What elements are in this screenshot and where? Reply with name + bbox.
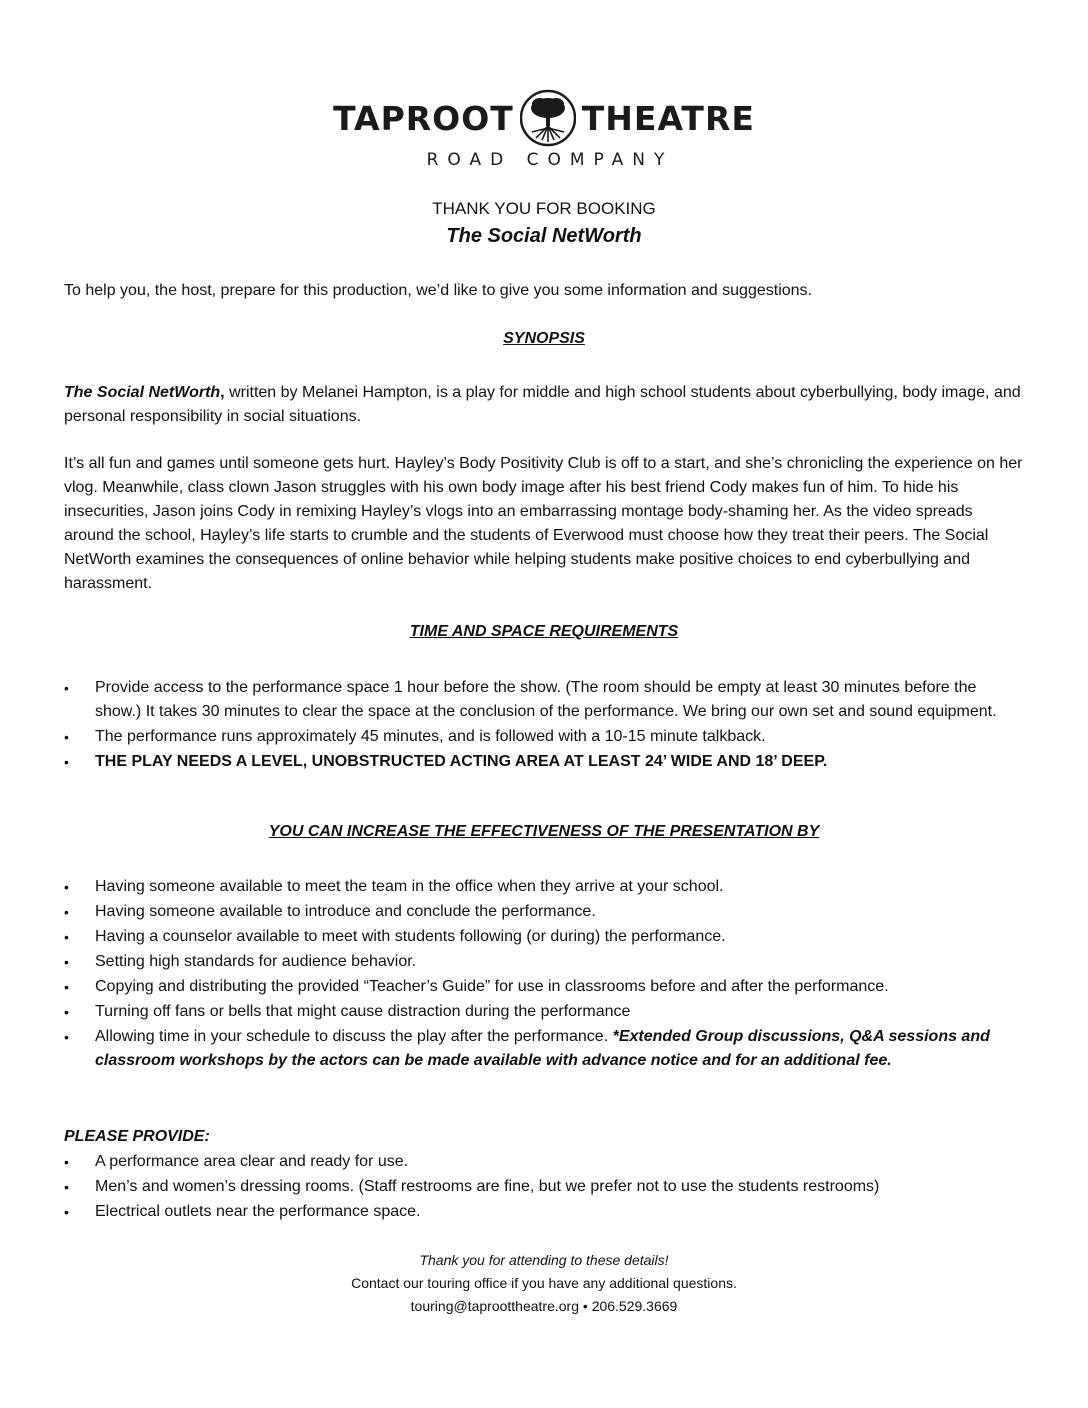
please-provide-heading: PLEASE PROVIDE: <box>64 1128 210 1145</box>
bullet-icon: • <box>64 1004 69 1020</box>
list-item: • Having someone available to meet the team in the office when they arrive at your school. <box>64 875 1014 899</box>
effectiveness-list <box>64 875 1014 1074</box>
extended-note: Extended Group discussions, Q&A sessions and classroom workshops by the actors can be made available with advance notice and for an additional fee. <box>95 1028 990 1069</box>
synopsis-paragraph-2: It’s all fun and games until someone gets hurt. Hayley’s Body Positivity Club is off to a start, and she’s chronicling the experience on her vlog. Meanwhile, class clown Jason struggles with his own body image after his best friend Cody makes fun of him. To hide his insecurities, Jason joins Cody in remixing Hayley’s vlogs into an embarrassing montage body-shaming her. As the video spreads around the school, Hayley’s life starts to crumble and the students of Everwood must choose how they treat their peers. The Social NetWorth examines the consequences of online behavior while helping students make positive choices to end cyberbullying and harassment. <box>64 455 1023 592</box>
list-item: • Electrical outlets near the performance space. <box>64 1200 1014 1224</box>
logo-subtitle: ROAD COMPANY <box>426 150 674 170</box>
bullet-icon: • <box>64 929 69 945</box>
list-item: • Turning off fans or bells that might cause distraction during the performance <box>64 1000 1014 1024</box>
footer-separator: • <box>582 1298 588 1314</box>
bullet-icon: • <box>64 904 69 920</box>
synopsis-comma: , <box>220 384 225 401</box>
synopsis-paragraph-1 <box>64 381 1024 429</box>
bullet-icon: • <box>64 754 69 770</box>
bullet-icon: • <box>64 1204 69 1220</box>
provide-list <box>64 1150 1014 1225</box>
footer-contact-line <box>0 1295 1088 1318</box>
taproot-logo <box>0 88 1088 170</box>
bullet-icon: • <box>64 954 69 970</box>
footer-contact: Contact our touring office if you have any additional questions. <box>351 1275 737 1291</box>
logo-right-word: THEATRE <box>581 98 755 138</box>
list-item: • Having a counselor available to meet with students following (or during) the performance. <box>64 925 1014 949</box>
synopsis-p1-text: written by Melanei Hampton, is a play for middle and high school students about cyberbullying, body image, and personal responsibility in social situations. <box>64 384 1021 425</box>
bullet-icon: • <box>64 729 69 745</box>
email-link[interactable]: touring@taproottheatre.org <box>410 1298 579 1314</box>
bullet-icon: • <box>64 680 69 696</box>
phone-number[interactable]: 206.529.3669 <box>591 1298 678 1314</box>
synopsis-show-title: The Social NetWorth <box>64 384 221 401</box>
list-item: • Provide access to the performance space 1 hour before the show. (The room should be empty at least 30 minutes before the show.) It takes 30 minutes to clear the space at the conclusion of the performance. We bring our own set and sound equipment. <box>64 676 1014 724</box>
footer <box>0 1249 1088 1318</box>
bullet-icon: • <box>64 979 69 995</box>
list-item: • A performance area clear and ready for use. <box>64 1150 1014 1174</box>
list-item: • The performance runs approximately 45 minutes, and is followed with a 10-15 minute talkback. <box>64 725 1014 749</box>
tree-icon <box>520 88 576 148</box>
bullet-icon: • <box>64 1029 69 1045</box>
effectiveness-heading: YOU CAN INCREASE THE EFFECTIVENESS OF THE PRESENTATION BY <box>268 823 820 840</box>
bullet-icon: • <box>64 879 69 895</box>
list-item: • Men’s and women’s dressing rooms. (Staff restrooms are fine, but we prefer not to use the students restrooms) <box>64 1175 1014 1199</box>
list-item: • Copying and distributing the provided “Teacher’s Guide” for use in classrooms before and after the performance. <box>64 975 1014 999</box>
synopsis-heading: SYNOPSIS <box>503 330 585 347</box>
footer-thanks: Thank you for attending to these details! <box>419 1252 669 1268</box>
time-space-list <box>64 676 1014 775</box>
list-item: • THE PLAY NEEDS A LEVEL, UNOBSTRUCTED ACTING AREA AT LEAST 24’ WIDE AND 18’ DEEP. <box>64 750 1014 774</box>
time-space-heading: TIME AND SPACE REQUIREMENTS <box>409 623 679 640</box>
logo-left-word: TAPROOT <box>333 98 514 138</box>
show-title: The Social NetWorth <box>446 225 642 247</box>
intro-paragraph: To help you, the host, prepare for this production, we’d like to give you some information and suggestions. <box>64 282 812 299</box>
list-item: • Having someone available to introduce and conclude the performance. <box>64 900 1014 924</box>
bullet-icon: • <box>64 1154 69 1170</box>
note-star: * <box>612 1028 619 1045</box>
bullet-icon: • <box>64 1179 69 1195</box>
list-item: • Allowing time in your schedule to discuss the play after the performance. *Extended Group discussions, Q&A sessions and classroom workshops by the actors can be made available with advance notice and for an additional fee. <box>64 1025 1014 1073</box>
thank-you-heading: THANK YOU FOR BOOKING <box>432 199 656 218</box>
list-item: • Setting high standards for audience behavior. <box>64 950 1014 974</box>
